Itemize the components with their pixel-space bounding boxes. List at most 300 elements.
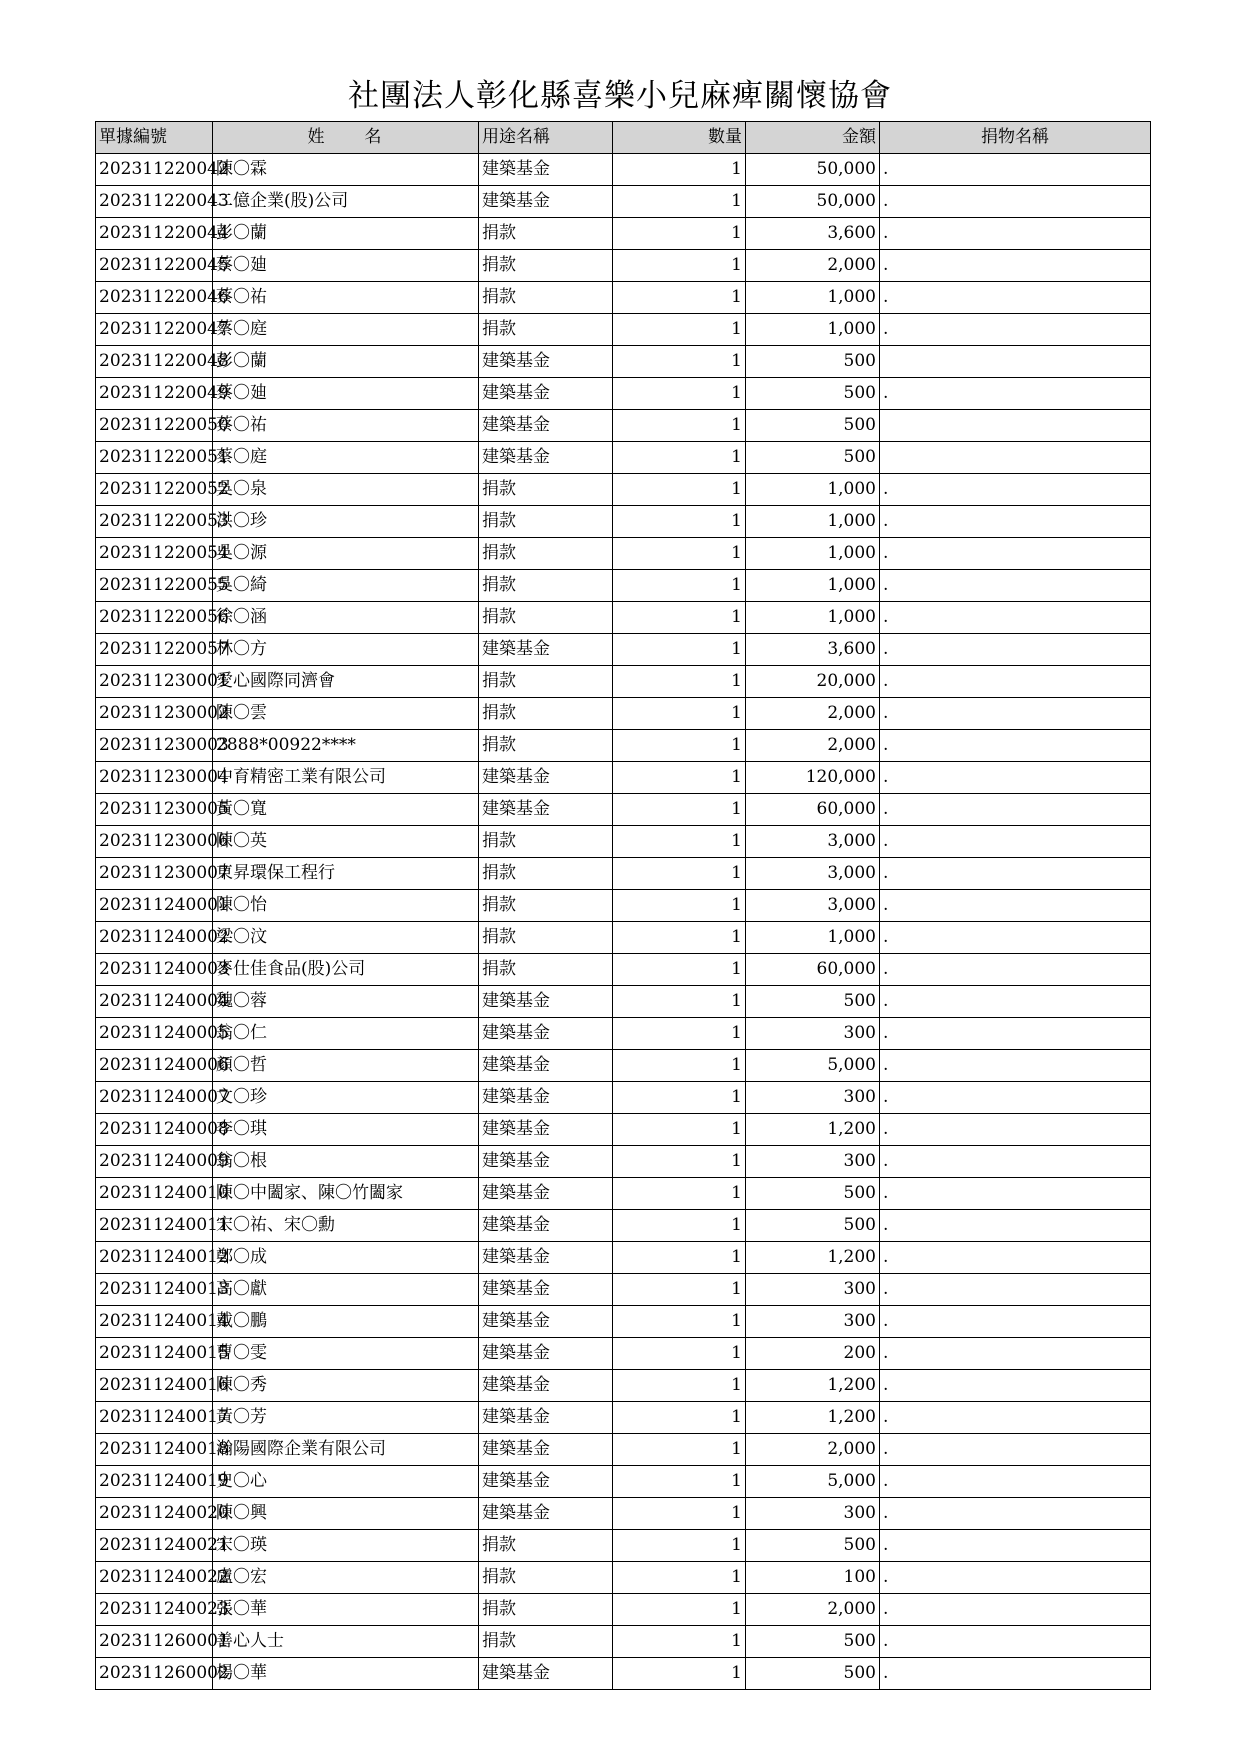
- donated-item-cell: .: [880, 474, 1151, 506]
- amount-cell: 2,000: [746, 250, 880, 282]
- receipt-number-cell: 202311240011: [96, 1210, 213, 1242]
- donated-item-cell: .: [880, 1530, 1151, 1562]
- quantity-cell: 1: [613, 666, 746, 698]
- donated-item-cell: .: [880, 954, 1151, 986]
- donated-item-cell: .: [880, 1562, 1151, 1594]
- donor-name-cell: 瀚陽國際企業有限公司: [213, 1434, 479, 1466]
- purpose-cell: 捐款: [479, 602, 613, 634]
- donor-name-cell: 蔡〇庭: [213, 442, 479, 474]
- receipt-number-cell: 202311240012: [96, 1242, 213, 1274]
- donor-name-cell: 二億企業(股)公司: [213, 186, 479, 218]
- donated-item-cell: .: [880, 666, 1151, 698]
- receipt-number-cell: 202311240001: [96, 890, 213, 922]
- purpose-cell: 建築基金: [479, 634, 613, 666]
- donor-name-cell: 陳〇雲: [213, 698, 479, 730]
- table-row: [96, 858, 1151, 890]
- donor-name-cell: 陳〇怡: [213, 890, 479, 922]
- donor-name-cell: 林〇方: [213, 634, 479, 666]
- donated-item-cell: .: [880, 538, 1151, 570]
- purpose-cell: 建築基金: [479, 1466, 613, 1498]
- receipt-number-cell: 202311220056: [96, 602, 213, 634]
- donated-item-cell: .: [880, 1274, 1151, 1306]
- purpose-cell: 捐款: [479, 1626, 613, 1658]
- receipt-number-cell: 202311230002: [96, 698, 213, 730]
- quantity-cell: 1: [613, 1626, 746, 1658]
- donor-name-cell: 徐〇涵: [213, 602, 479, 634]
- amount-cell: 1,200: [746, 1402, 880, 1434]
- table-row: [96, 762, 1151, 794]
- receipt-number-cell: 202311240002: [96, 922, 213, 954]
- donor-name-cell: 黃〇芳: [213, 1402, 479, 1434]
- donor-name-cell: 陳〇興: [213, 1498, 479, 1530]
- donor-name-cell: 愛心國際同濟會: [213, 666, 479, 698]
- table-row: [96, 1274, 1151, 1306]
- table-body: [96, 154, 1151, 1690]
- purpose-cell: 捐款: [479, 1562, 613, 1594]
- donated-item-cell: .: [880, 1018, 1151, 1050]
- table-row: [96, 1178, 1151, 1210]
- donated-item-cell: .: [880, 1210, 1151, 1242]
- donor-name-cell: 魏〇蓉: [213, 986, 479, 1018]
- page-title: 社團法人彰化縣喜樂小兒麻痺關懷協會: [348, 78, 892, 114]
- quantity-cell: 1: [613, 1562, 746, 1594]
- table-row: [96, 1466, 1151, 1498]
- donated-item-cell: .: [880, 634, 1151, 666]
- purpose-cell: 建築基金: [479, 410, 613, 442]
- quantity-cell: 1: [613, 826, 746, 858]
- amount-cell: 1,000: [746, 538, 880, 570]
- table-row: [96, 410, 1151, 442]
- amount-cell: 3,000: [746, 890, 880, 922]
- receipt-number-cell: 202311240022: [96, 1562, 213, 1594]
- quantity-cell: 1: [613, 506, 746, 538]
- amount-cell: 3,600: [746, 218, 880, 250]
- purpose-cell: 建築基金: [479, 1146, 613, 1178]
- donation-table: [95, 121, 1151, 1690]
- receipt-number-cell: 202311240014: [96, 1306, 213, 1338]
- donated-item-cell: .: [880, 218, 1151, 250]
- quantity-cell: 1: [613, 1146, 746, 1178]
- purpose-cell: 建築基金: [479, 794, 613, 826]
- donor-name-cell: 宋〇瑛: [213, 1530, 479, 1562]
- purpose-cell: 建築基金: [479, 1370, 613, 1402]
- header-purpose: 用途名稱: [479, 122, 613, 154]
- donor-name-cell: 東昇環保工程行: [213, 858, 479, 890]
- amount-cell: 5,000: [746, 1466, 880, 1498]
- amount-cell: 500: [746, 378, 880, 410]
- quantity-cell: 1: [613, 1050, 746, 1082]
- purpose-cell: 建築基金: [479, 186, 613, 218]
- quantity-cell: 1: [613, 154, 746, 186]
- purpose-cell: 建築基金: [479, 1210, 613, 1242]
- quantity-cell: 1: [613, 570, 746, 602]
- quantity-cell: 1: [613, 378, 746, 410]
- purpose-cell: 捐款: [479, 1530, 613, 1562]
- purpose-cell: 建築基金: [479, 154, 613, 186]
- donor-name-cell: 史〇心: [213, 1466, 479, 1498]
- table-row: [96, 602, 1151, 634]
- table-row: [96, 730, 1151, 762]
- amount-cell: 300: [746, 1082, 880, 1114]
- donated-item-cell: .: [880, 1306, 1151, 1338]
- quantity-cell: 1: [613, 1018, 746, 1050]
- donated-item-cell: .: [880, 762, 1151, 794]
- purpose-cell: 建築基金: [479, 1050, 613, 1082]
- table-row: [96, 1530, 1151, 1562]
- donated-item-cell: .: [880, 922, 1151, 954]
- receipt-number-cell: 202311240019: [96, 1466, 213, 1498]
- table-row: [96, 474, 1151, 506]
- quantity-cell: 1: [613, 1530, 746, 1562]
- table-row: [96, 506, 1151, 538]
- purpose-cell: 捐款: [479, 730, 613, 762]
- amount-cell: 3,600: [746, 634, 880, 666]
- donated-item-cell: .: [880, 1466, 1151, 1498]
- receipt-number-cell: 202311240015: [96, 1338, 213, 1370]
- purpose-cell: 捐款: [479, 922, 613, 954]
- donor-name-cell: 黃〇寬: [213, 794, 479, 826]
- table-row: [96, 1658, 1151, 1690]
- donor-name-cell: 蔡〇廸: [213, 378, 479, 410]
- purpose-cell: 捐款: [479, 826, 613, 858]
- donated-item-cell: .: [880, 314, 1151, 346]
- purpose-cell: 捐款: [479, 282, 613, 314]
- amount-cell: 500: [746, 1626, 880, 1658]
- purpose-cell: 捐款: [479, 954, 613, 986]
- donated-item-cell: .: [880, 1370, 1151, 1402]
- quantity-cell: 1: [613, 250, 746, 282]
- receipt-number-cell: 202311240020: [96, 1498, 213, 1530]
- receipt-number-cell: 202311220049: [96, 378, 213, 410]
- amount-cell: 1,000: [746, 474, 880, 506]
- purpose-cell: 捐款: [479, 858, 613, 890]
- header-donor-name: 姓 名: [213, 122, 479, 154]
- receipt-number-cell: 202311220055: [96, 570, 213, 602]
- donor-name-cell: 吳〇泉: [213, 474, 479, 506]
- donated-item-cell: .: [880, 1434, 1151, 1466]
- quantity-cell: 1: [613, 1306, 746, 1338]
- donor-name-cell: 盧〇宏: [213, 1562, 479, 1594]
- receipt-number-cell: 202311220057: [96, 634, 213, 666]
- amount-cell: 500: [746, 442, 880, 474]
- table-row: [96, 1114, 1151, 1146]
- purpose-cell: 建築基金: [479, 1082, 613, 1114]
- receipt-number-cell: 202311240016: [96, 1370, 213, 1402]
- table-row: [96, 442, 1151, 474]
- amount-cell: 60,000: [746, 794, 880, 826]
- donated-item-cell: .: [880, 1146, 1151, 1178]
- purpose-cell: 捐款: [479, 570, 613, 602]
- table-row: [96, 1594, 1151, 1626]
- receipt-number-cell: 202311240004: [96, 986, 213, 1018]
- donor-name-cell: 張〇華: [213, 1594, 479, 1626]
- table-row: [96, 826, 1151, 858]
- amount-cell: 300: [746, 1498, 880, 1530]
- table-row: [96, 1306, 1151, 1338]
- amount-cell: 500: [746, 1210, 880, 1242]
- quantity-cell: 1: [613, 1370, 746, 1402]
- table-row: [96, 954, 1151, 986]
- amount-cell: 1,200: [746, 1370, 880, 1402]
- amount-cell: 500: [746, 346, 880, 378]
- amount-cell: 120,000: [746, 762, 880, 794]
- receipt-number-cell: 202311240010: [96, 1178, 213, 1210]
- quantity-cell: 1: [613, 698, 746, 730]
- quantity-cell: 1: [613, 1274, 746, 1306]
- quantity-cell: 1: [613, 602, 746, 634]
- table-row: [96, 378, 1151, 410]
- donor-name-cell: 楊〇華: [213, 1658, 479, 1690]
- amount-cell: 2,000: [746, 698, 880, 730]
- donor-name-cell: 麥仕佳食品(股)公司: [213, 954, 479, 986]
- table-row: [96, 890, 1151, 922]
- header-amount: 金額: [746, 122, 880, 154]
- donor-name-cell: 蔡〇庭: [213, 314, 479, 346]
- donated-item-cell: .: [880, 154, 1151, 186]
- donor-name-cell: 戴〇鵬: [213, 1306, 479, 1338]
- donated-item-cell: .: [880, 1178, 1151, 1210]
- donor-name-cell: 陳〇秀: [213, 1370, 479, 1402]
- table-row: [96, 986, 1151, 1018]
- donated-item-cell: .: [880, 1402, 1151, 1434]
- purpose-cell: 建築基金: [479, 1498, 613, 1530]
- table-row: [96, 1082, 1151, 1114]
- donor-name-cell: 吳〇綺: [213, 570, 479, 602]
- purpose-cell: 捐款: [479, 1594, 613, 1626]
- donated-item-cell: .: [880, 186, 1151, 218]
- amount-cell: 300: [746, 1306, 880, 1338]
- donor-name-cell: 彭〇蘭: [213, 218, 479, 250]
- purpose-cell: 捐款: [479, 538, 613, 570]
- table-row: [96, 1018, 1151, 1050]
- purpose-cell: 捐款: [479, 698, 613, 730]
- quantity-cell: 1: [613, 922, 746, 954]
- purpose-cell: 捐款: [479, 890, 613, 922]
- donated-item-cell: .: [880, 730, 1151, 762]
- donated-item-cell: [880, 410, 1151, 442]
- quantity-cell: 1: [613, 1338, 746, 1370]
- donor-name-cell: 梁〇汶: [213, 922, 479, 954]
- receipt-number-cell: 202311220042: [96, 154, 213, 186]
- table-row: [96, 1370, 1151, 1402]
- receipt-number-cell: 202311220043: [96, 186, 213, 218]
- donated-item-cell: [880, 442, 1151, 474]
- table-row: [96, 282, 1151, 314]
- quantity-cell: 1: [613, 346, 746, 378]
- donor-name-cell: 洪〇珍: [213, 506, 479, 538]
- amount-cell: 1,000: [746, 506, 880, 538]
- receipt-number-cell: 202311220052: [96, 474, 213, 506]
- purpose-cell: 捐款: [479, 314, 613, 346]
- purpose-cell: 建築基金: [479, 1242, 613, 1274]
- donor-name-cell: 蔡〇祐: [213, 282, 479, 314]
- receipt-number-cell: 202311220046: [96, 282, 213, 314]
- purpose-cell: 建築基金: [479, 1114, 613, 1146]
- quantity-cell: 1: [613, 986, 746, 1018]
- header-receipt-number: 單據編號: [96, 122, 213, 154]
- donated-item-cell: .: [880, 378, 1151, 410]
- amount-cell: 60,000: [746, 954, 880, 986]
- amount-cell: 50,000: [746, 186, 880, 218]
- amount-cell: 5,000: [746, 1050, 880, 1082]
- amount-cell: 500: [746, 1178, 880, 1210]
- table-row: [96, 346, 1151, 378]
- amount-cell: 1,000: [746, 602, 880, 634]
- table-row: [96, 186, 1151, 218]
- receipt-number-cell: 202311220054: [96, 538, 213, 570]
- donor-name-cell: 翁〇根: [213, 1146, 479, 1178]
- purpose-cell: 建築基金: [479, 986, 613, 1018]
- amount-cell: 2,000: [746, 1434, 880, 1466]
- donor-name-cell: 吳〇源: [213, 538, 479, 570]
- amount-cell: 500: [746, 410, 880, 442]
- purpose-cell: 建築基金: [479, 1178, 613, 1210]
- receipt-number-cell: 202311230005: [96, 794, 213, 826]
- receipt-number-cell: 202311220050: [96, 410, 213, 442]
- donated-item-cell: .: [880, 282, 1151, 314]
- table-row: [96, 666, 1151, 698]
- table-row: [96, 1562, 1151, 1594]
- receipt-number-cell: 202311240021: [96, 1530, 213, 1562]
- purpose-cell: 建築基金: [479, 1338, 613, 1370]
- amount-cell: 3,000: [746, 858, 880, 890]
- table-row: [96, 570, 1151, 602]
- quantity-cell: 1: [613, 1658, 746, 1690]
- donor-name-cell: 李〇琪: [213, 1114, 479, 1146]
- donor-name-cell: 中育精密工業有限公司: [213, 762, 479, 794]
- purpose-cell: 建築基金: [479, 762, 613, 794]
- donated-item-cell: .: [880, 602, 1151, 634]
- receipt-number-cell: 202311260001: [96, 1626, 213, 1658]
- amount-cell: 1,000: [746, 282, 880, 314]
- table-row: [96, 922, 1151, 954]
- donated-item-cell: [880, 346, 1151, 378]
- quantity-cell: 1: [613, 1178, 746, 1210]
- donor-name-cell: 高〇獻: [213, 1274, 479, 1306]
- table-row: [96, 538, 1151, 570]
- table-row: [96, 1242, 1151, 1274]
- receipt-number-cell: 202311230007: [96, 858, 213, 890]
- donor-name-cell: 蔡〇祐: [213, 410, 479, 442]
- donor-name-cell: 顏〇哲: [213, 1050, 479, 1082]
- quantity-cell: 1: [613, 634, 746, 666]
- quantity-cell: 1: [613, 730, 746, 762]
- table-row: [96, 1498, 1151, 1530]
- quantity-cell: 1: [613, 1594, 746, 1626]
- receipt-number-cell: 202311240013: [96, 1274, 213, 1306]
- table-row: [96, 698, 1151, 730]
- quantity-cell: 1: [613, 538, 746, 570]
- donated-item-cell: .: [880, 1082, 1151, 1114]
- quantity-cell: 1: [613, 1114, 746, 1146]
- receipt-number-cell: 202311240008: [96, 1114, 213, 1146]
- donor-name-cell: 曹〇雯: [213, 1338, 479, 1370]
- donor-name-cell: 宋〇祐、宋〇勳: [213, 1210, 479, 1242]
- donated-item-cell: .: [880, 794, 1151, 826]
- purpose-cell: 建築基金: [479, 378, 613, 410]
- amount-cell: 500: [746, 986, 880, 1018]
- donor-name-cell: 陳〇英: [213, 826, 479, 858]
- quantity-cell: 1: [613, 314, 746, 346]
- receipt-number-cell: 202311240023: [96, 1594, 213, 1626]
- amount-cell: 2,000: [746, 730, 880, 762]
- quantity-cell: 1: [613, 410, 746, 442]
- receipt-number-cell: 202311220047: [96, 314, 213, 346]
- donated-item-cell: .: [880, 1114, 1151, 1146]
- amount-cell: 100: [746, 1562, 880, 1594]
- donated-item-cell: .: [880, 698, 1151, 730]
- purpose-cell: 建築基金: [479, 442, 613, 474]
- donated-item-cell: .: [880, 570, 1151, 602]
- header-donated-item: 捐物名稱: [880, 122, 1151, 154]
- receipt-number-cell: 202311230004: [96, 762, 213, 794]
- quantity-cell: 1: [613, 762, 746, 794]
- receipt-number-cell: 202311230003: [96, 730, 213, 762]
- table-row: [96, 250, 1151, 282]
- quantity-cell: 1: [613, 442, 746, 474]
- quantity-cell: 1: [613, 1242, 746, 1274]
- quantity-cell: 1: [613, 282, 746, 314]
- donated-item-cell: .: [880, 890, 1151, 922]
- purpose-cell: 建築基金: [479, 1658, 613, 1690]
- donor-name-cell: 2888*00922****: [213, 730, 479, 762]
- quantity-cell: 1: [613, 1434, 746, 1466]
- table-row: [96, 1434, 1151, 1466]
- donated-item-cell: .: [880, 506, 1151, 538]
- table-row: [96, 218, 1151, 250]
- receipt-number-cell: 202311220051: [96, 442, 213, 474]
- receipt-number-cell: 202311240006: [96, 1050, 213, 1082]
- donated-item-cell: .: [880, 826, 1151, 858]
- quantity-cell: 1: [613, 794, 746, 826]
- donated-item-cell: .: [880, 1338, 1151, 1370]
- receipt-number-cell: 202311240009: [96, 1146, 213, 1178]
- quantity-cell: 1: [613, 186, 746, 218]
- purpose-cell: 建築基金: [479, 1018, 613, 1050]
- quantity-cell: 1: [613, 474, 746, 506]
- donor-name-cell: 陳〇霖: [213, 154, 479, 186]
- donated-item-cell: .: [880, 1498, 1151, 1530]
- table-row: [96, 154, 1151, 186]
- amount-cell: 1,200: [746, 1114, 880, 1146]
- table-row: [96, 794, 1151, 826]
- table-row: [96, 1146, 1151, 1178]
- receipt-number-cell: 202311220045: [96, 250, 213, 282]
- receipt-number-cell: 202311220044: [96, 218, 213, 250]
- receipt-number-cell: 202311230006: [96, 826, 213, 858]
- amount-cell: 20,000: [746, 666, 880, 698]
- receipt-number-cell: 202311240018: [96, 1434, 213, 1466]
- purpose-cell: 建築基金: [479, 1402, 613, 1434]
- quantity-cell: 1: [613, 858, 746, 890]
- table-row: [96, 1338, 1151, 1370]
- receipt-number-cell: 202311260002: [96, 1658, 213, 1690]
- receipt-number-cell: 202311240007: [96, 1082, 213, 1114]
- donor-name-cell: 陳〇中闔家、陳〇竹闔家: [213, 1178, 479, 1210]
- receipt-number-cell: 202311240003: [96, 954, 213, 986]
- purpose-cell: 捐款: [479, 218, 613, 250]
- amount-cell: 300: [746, 1018, 880, 1050]
- purpose-cell: 建築基金: [479, 1306, 613, 1338]
- amount-cell: 2,000: [746, 1594, 880, 1626]
- purpose-cell: 捐款: [479, 250, 613, 282]
- donated-item-cell: .: [880, 1626, 1151, 1658]
- purpose-cell: 捐款: [479, 506, 613, 538]
- donor-name-cell: 善心人士: [213, 1626, 479, 1658]
- table-row: [96, 314, 1151, 346]
- header-quantity: 數量: [613, 122, 746, 154]
- receipt-number-cell: 202311240005: [96, 1018, 213, 1050]
